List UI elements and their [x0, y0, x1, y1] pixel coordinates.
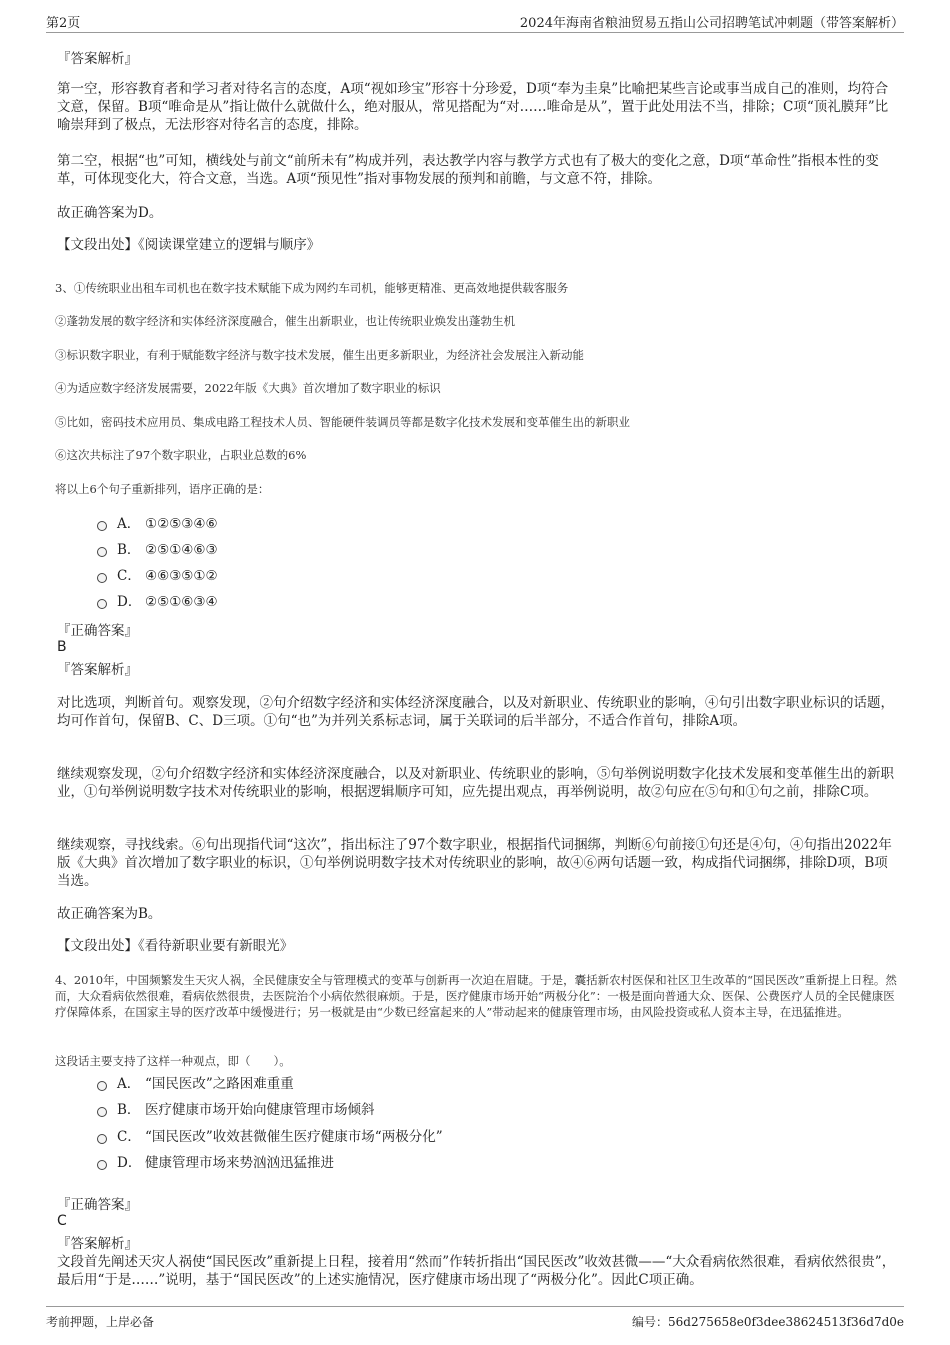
q4-correct-answer: C — [57, 1213, 67, 1229]
page-header — [46, 8, 904, 33]
radio-icon[interactable] — [97, 521, 107, 531]
q4-option-d[interactable]: D． 健康管理市场来势汹汹迅猛推进 — [97, 1154, 334, 1172]
q3-sentence-1: 3、①传统职业出租车司机也在数字技术赋能下成为网约车司机，能够更精准、更高效地提供载客服务 — [55, 281, 569, 295]
q4-option-a[interactable]: A． “国民医改”之路困难重重 — [97, 1075, 294, 1093]
q3-option-a[interactable]: A． ①②⑤③④⑥ — [97, 515, 218, 533]
q4-option-b[interactable]: B． 医疗健康市场开始向健康管理市场倾斜 — [97, 1101, 375, 1119]
q2-analysis-para1: 第一空，形容教育者和学习者对待名言的态度，A项“视如珍宝”形容十分珍爱，D项“奉为圭臬”比喻把某些言论或事当成自己的准则，均符合文意，保留。B项“唯命是从”指让做什么就做什么，绝对服从，常见搭配为“对……唯命是从”，置于此处用法不当，排除；C项“顶礼膜拜”比喻崇拜到了极点，无法形容对待名言的态度，排除。 — [57, 81, 889, 133]
page-footer — [46, 1306, 904, 1331]
q3-analysis-para1: 对比选项，判断首句。观察发现，②句介绍数字经济和实体经济深度融合，以及对新职业、传统职业的影响，④句引出数字职业标识的话题，均可作首句，保留B、C、D三项。①句“也”为并列关系标志词，属于关联词的后半部分，不适合作首句，排除A项。 — [57, 695, 894, 729]
q3-correct-answer: B — [57, 639, 67, 655]
q3-sentence-5: ⑤比如，密码技术应用员、集成电路工程技术人员、智能硬件装调员等都是数字化技术发展和变革催生出的新职业 — [55, 415, 630, 429]
q3-analysis-para2: 继续观察发现，②句介绍数字经济和实体经济深度融合，以及对新职业、传统职业的影响，⑤句举例说明数字化技术发展和变革催生出的新职业，①句举例说明数字技术对传统职业的影响，根据逻辑顺序可知，应先提出观点，再举例说明，故②句应在⑤句和①句之前，排除C项。 — [57, 766, 894, 800]
q3-option-d[interactable]: D． ②⑤①⑥③④ — [97, 593, 218, 611]
q3-sentence-2: ②蓬勃发展的数字经济和实体经济深度融合，催生出新职业，也让传统职业焕发出蓬勃生机 — [55, 314, 515, 328]
radio-icon[interactable] — [97, 1160, 107, 1170]
radio-icon[interactable] — [97, 1134, 107, 1144]
q4-prompt: 这段话主要支持了这样一种观点，即（ ）。 — [55, 1054, 291, 1068]
q3-analysis-para3: 继续观察，寻找线索。⑥句出现指代词“这次”，指出标注了97个数字职业，根据指代词捆绑，判断⑥句前接①句还是④句，④句指出2022年版《大典》首次增加了数字职业的标识，①句举例说明数字技术对传统职业的影响，故④⑥两句话题一致，构成指代词捆绑，排除D项，B项当选。 — [57, 837, 892, 889]
q2-source: 【文段出处】《阅读课堂建立的逻辑与顺序》 — [57, 237, 321, 253]
q4-stem: 4、2010年，中国频繁发生天灾人祸，全民健康安全与管理模式的变革与创新再一次迫在眉睫。于是，囊括新农村医保和社区卫生改革的“国民医改”重新提上日程。然而，大众看病依然很难，看病依然很贵，去医院治个小病依然很麻烦。于是，医疗健康市场开始“两极分化”：一极是面向普通大众、医保、公费医疗人员的全民健康医疗保障体系，在国家主导的医疗改革中缓慢进行；另一极就是由“少数已经富起来的人”带动起来的健康管理市场，由风险投资或私人资本主导，在迅猛推进。 — [55, 973, 897, 1019]
q2-analysis-label: 『答案解析』 — [57, 51, 138, 67]
footer-slogan: 考前押题，上岸必备 — [46, 1315, 155, 1329]
page-number: 第2页 — [46, 16, 81, 31]
q3-option-c[interactable]: C． ④⑥③⑤①② — [97, 567, 218, 585]
radio-icon[interactable] — [97, 1107, 107, 1117]
document-title: 2024年海南省粮油贸易五指山公司招聘笔试冲刺题（带答案解析） — [519, 16, 904, 31]
radio-icon[interactable] — [97, 573, 107, 583]
q4-option-c[interactable]: C． “国民医改”收效甚微催生医疗健康市场“两极分化” — [97, 1128, 443, 1146]
q4-analysis: 文段首先阐述天灾人祸使“国民医改”重新提上日程，接着用“然而”作转折指出“国民医改”收效甚微——“大众看病依然很难，看病依然很贵”，最后用“于是……”说明，基于“国民医改”的上述实施情况，医疗健康市场出现了“两极分化”。因此C项正确。 — [57, 1254, 896, 1288]
q4-analysis-label: 『答案解析』 — [57, 1236, 138, 1252]
q3-conclusion: 故正确答案为B。 — [57, 906, 162, 922]
q3-sentence-4: ④为适应数字经济发展需要，2022年版《大典》首次增加了数字职业的标识 — [55, 381, 441, 395]
q2-conclusion: 故正确答案为D。 — [57, 205, 163, 221]
q2-analysis-para2: 第二空，根据“也”可知，横线处与前文“前所未有”构成并列，表达教学内容与教学方式也有了极大的变化之意，D项“革命性”指根本性的变革，可体现变化大，符合文意，当选。A项“预见性”指对事物发展的预判和前瞻，与文意不符，排除。 — [57, 153, 879, 187]
q3-sentence-3: ③标识数字职业，有利于赋能数字经济与数字技术发展，催生出更多新职业，为经济社会发展注入新动能 — [55, 348, 584, 362]
radio-icon[interactable] — [97, 1081, 107, 1091]
q3-prompt: 将以上6个句子重新排列，语序正确的是： — [55, 482, 270, 496]
document-code: 编号：56d275658e0f3dee38624513f36d7d0e — [632, 1315, 904, 1329]
q4-correct-label: 『正确答案』 — [57, 1197, 138, 1213]
q3-sentence-6: ⑥这次共标注了97个数字职业，占职业总数的6% — [55, 448, 307, 462]
q3-option-b[interactable]: B． ②⑤①④⑥③ — [97, 541, 218, 559]
q3-correct-label: 『正确答案』 — [57, 623, 138, 639]
q3-analysis-label: 『答案解析』 — [57, 662, 138, 678]
radio-icon[interactable] — [97, 599, 107, 609]
q3-source: 【文段出处】《看待新职业要有新眼光》 — [57, 938, 294, 954]
radio-icon[interactable] — [97, 547, 107, 557]
